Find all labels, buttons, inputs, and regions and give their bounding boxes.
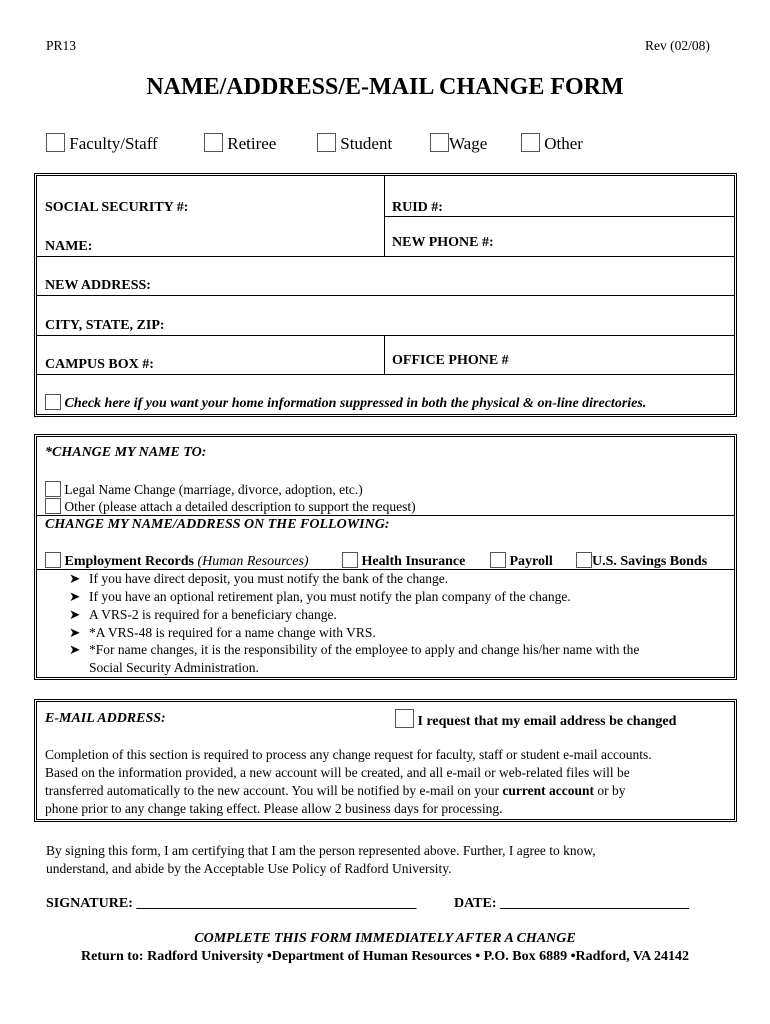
notice-bullet: ➤ If you have an optional retirement plan, you must notify the plan company of the change. [69, 589, 571, 604]
personal-info-section [34, 173, 737, 417]
notice-bullet: ➤ *For name changes, it is the responsibility of the employee to apply and change his/her name with the [69, 642, 640, 657]
suppress-directory-option[interactable] [45, 394, 646, 412]
arrow-bullet-icon: ➤ [69, 625, 81, 640]
ruid-field[interactable]: RUID #: [392, 200, 443, 215]
checkbox[interactable] [46, 133, 65, 152]
savings-bonds-option[interactable] [576, 552, 707, 570]
request-label: I request that my email address be changed [417, 714, 677, 729]
checkbox[interactable] [45, 481, 61, 497]
date-field[interactable]: DATE: ___________________________ [454, 896, 690, 911]
notice-bullet: ➤ *A VRS-48 is required for a name change with VRS. [69, 625, 376, 640]
email-address-field[interactable]: E-MAIL ADDRESS: [45, 711, 166, 726]
category-label: Wage [449, 134, 488, 153]
category-faculty-staff[interactable] [46, 133, 158, 154]
category-label: Other [544, 134, 583, 153]
other-name-change-option[interactable] [45, 498, 416, 515]
signature-field[interactable]: SIGNATURE: ________________________________________ [46, 896, 417, 911]
city-state-zip-field[interactable]: CITY, STATE, ZIP: [45, 318, 165, 333]
category-label: Student [340, 134, 393, 153]
category-label: Faculty/Staff [69, 134, 158, 153]
option-label: U.S. Savings Bonds [592, 554, 708, 569]
notice-bullet-continuation: Social Security Administration. [89, 660, 259, 675]
suppress-label: Check here if you want your home information suppressed in both the physical & on-line directories. [64, 396, 647, 411]
category-retiree[interactable] [204, 133, 276, 154]
checkbox[interactable] [576, 552, 592, 568]
email-instructions: Completion of this section is required to process any change request for faculty, staff or student e-mail accounts. Based on the information provided, a new account will be created, and all e-mail or web-related files will be transferred automatically to the new account. You will be notified by e-mail on your current account or by phone prior to any change taking effect. Please allow 2 business days for processing. [45, 747, 652, 816]
revision-date: Rev (02/08) [645, 38, 710, 53]
ssn-field[interactable]: SOCIAL SECURITY #: [45, 200, 189, 215]
employment-records-option[interactable] [45, 552, 309, 570]
option-label: Legal Name Change (marriage, divorce, adoption, etc.) [64, 482, 363, 497]
campus-box-field[interactable]: CAMPUS BOX #: [45, 357, 154, 372]
arrow-bullet-icon: ➤ [69, 642, 81, 657]
legal-name-change-option[interactable] [45, 481, 363, 498]
new-address-field[interactable]: NEW ADDRESS: [45, 278, 151, 293]
checkbox[interactable] [430, 133, 449, 152]
option-note: (Human Resources) [197, 554, 309, 569]
arrow-bullet-icon: ➤ [69, 571, 81, 586]
checkbox[interactable] [342, 552, 358, 568]
completion-notice: COMPLETE THIS FORM IMMEDIATELY AFTER A CHANGE [194, 931, 576, 946]
health-insurance-option[interactable] [342, 552, 465, 570]
checkbox[interactable] [204, 133, 223, 152]
page-title: NAME/ADDRESS/E-MAIL CHANGE FORM [146, 74, 624, 100]
category-label: Retiree [227, 134, 277, 153]
form-code: PR13 [46, 38, 77, 53]
email-change-request-option[interactable] [395, 709, 676, 730]
return-address: Return to: Radford University •Department of Human Resources • P.O. Box 6889 •Radford, VA 24142 [80, 949, 689, 964]
checkbox[interactable] [395, 709, 414, 728]
office-phone-field[interactable]: OFFICE PHONE # [392, 353, 509, 368]
checkbox[interactable] [521, 133, 540, 152]
payroll-option[interactable] [490, 552, 553, 570]
category-student[interactable] [317, 133, 392, 154]
option-label: Health Insurance [361, 554, 466, 569]
notice-bullet: ➤ If you have direct deposit, you must notify the bank of the change. [69, 571, 449, 586]
arrow-bullet-icon: ➤ [69, 589, 81, 604]
records-heading: CHANGE MY NAME/ADDRESS ON THE FOLLOWING: [45, 517, 390, 532]
suppress-checkbox[interactable] [45, 394, 61, 410]
notice-bullet: ➤ A VRS-2 is required for a beneficiary change. [69, 607, 337, 622]
arrow-bullet-icon: ➤ [69, 607, 81, 622]
new-phone-field[interactable]: NEW PHONE #: [392, 235, 494, 250]
category-other[interactable] [521, 133, 583, 154]
name-change-section [34, 434, 737, 680]
option-label: Other (please attach a detailed description to support the request) [64, 499, 416, 514]
option-label: Payroll [509, 554, 553, 569]
certification-statement: By signing this form, I am certifying that I am the person represented above. Further, I agree to know, understand, and abide by the Acceptable Use Policy of Radford University. [46, 843, 596, 876]
checkbox[interactable] [317, 133, 336, 152]
option-label: Employment Records [64, 554, 194, 569]
checkbox[interactable] [490, 552, 506, 568]
category-wage[interactable] [430, 133, 487, 154]
change-name-heading: *CHANGE MY NAME TO: [45, 445, 207, 460]
checkbox[interactable] [45, 498, 61, 514]
name-field[interactable]: NAME: [45, 239, 93, 254]
checkbox[interactable] [45, 552, 61, 568]
email-section [34, 699, 737, 822]
